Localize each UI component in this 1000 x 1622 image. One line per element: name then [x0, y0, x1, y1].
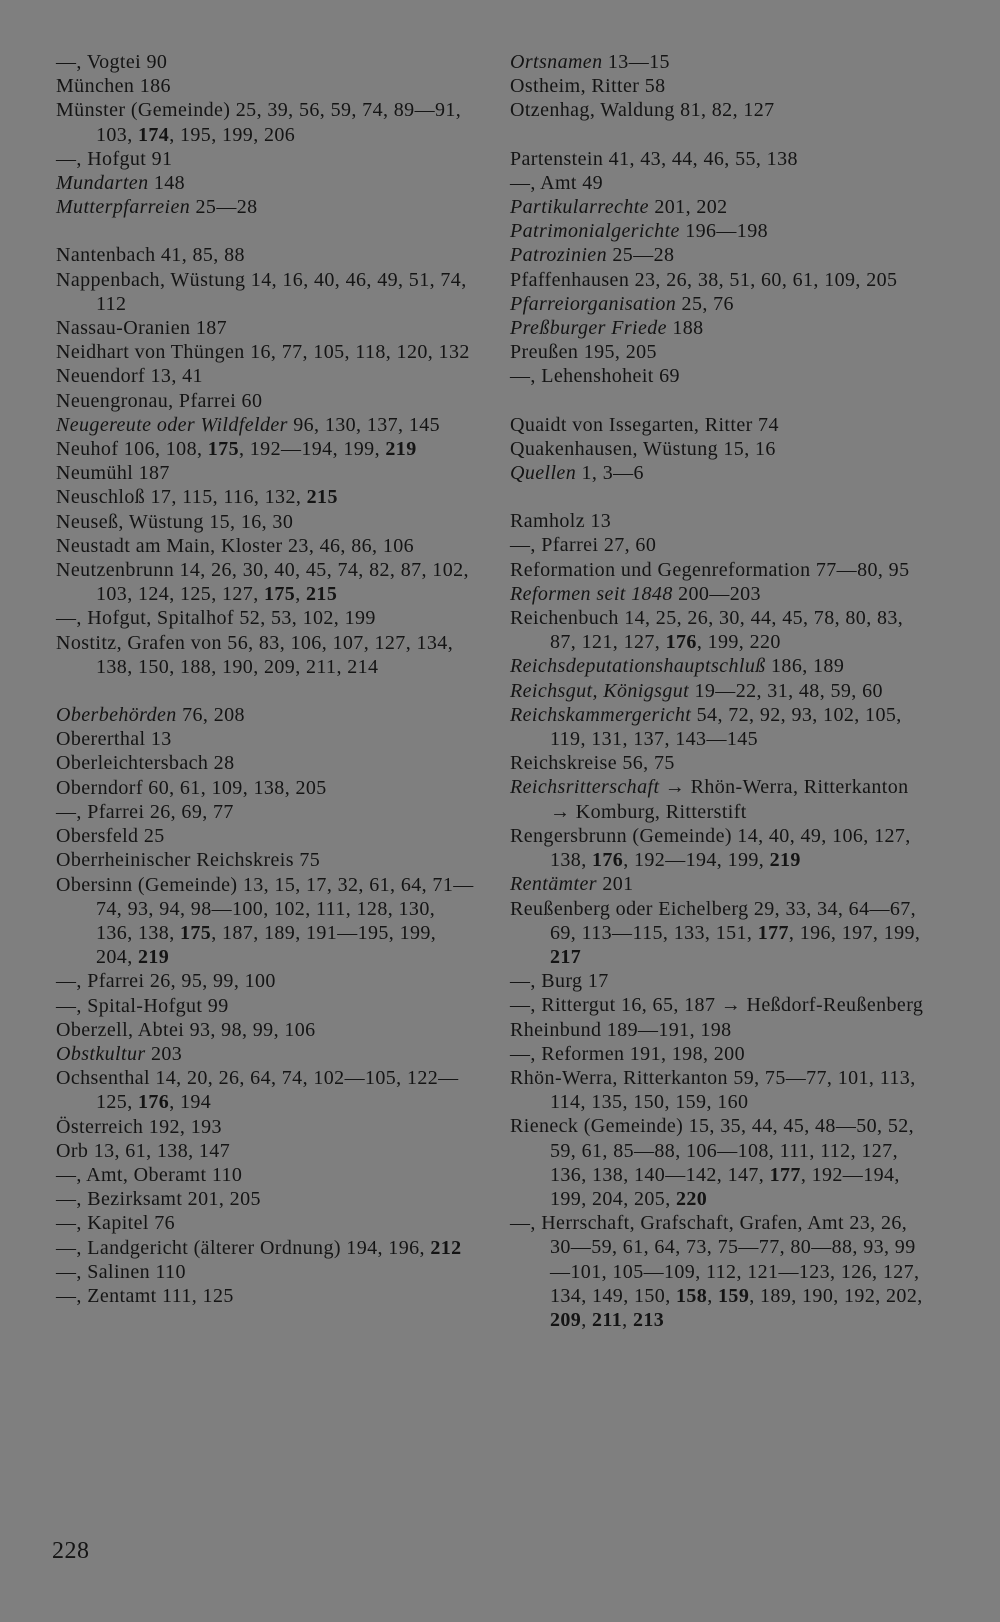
- entry-text: , 199, 220: [696, 631, 781, 654]
- index-entry: [510, 1018, 930, 1042]
- entry-text: Preußen 195, 205: [510, 341, 657, 364]
- index-entry: [56, 1260, 476, 1284]
- entry-text: , 194: [169, 1091, 212, 1114]
- italic-subject-term: Mutterpfarreien: [56, 196, 191, 219]
- index-entry: [510, 558, 930, 582]
- index-entry: [510, 993, 930, 1017]
- index-entry: [510, 1042, 930, 1066]
- index-entry: [510, 775, 930, 823]
- bold-page-ref: 176: [138, 1091, 170, 1114]
- entry-text: , 196, 197, 199,: [788, 921, 921, 944]
- index-entry: [510, 50, 930, 74]
- entry-text: —, Zentamt 111, 125: [56, 1284, 234, 1307]
- index-entry: [56, 74, 476, 98]
- index-entry: [510, 533, 930, 557]
- bold-page-ref: 213: [632, 1308, 665, 1331]
- index-entry: [510, 461, 930, 485]
- entry-text: Nostitz, Grafen von 56, 83, 106, 107, 127, 134, 138, 150, 188, 190, 209, 211, 214: [56, 631, 454, 678]
- entry-text: Münster (Gemeinde) 25, 39, 56, 59, 74, 89—91, 103,: [56, 99, 462, 146]
- entry-text: Rhön-Werra, Ritterkanton 59, 75—77, 101, 113, 114, 135, 150, 159, 160: [510, 1066, 916, 1114]
- entry-text: Österreich 192, 193: [56, 1115, 222, 1138]
- bold-page-ref: 215: [306, 486, 338, 509]
- italic-subject-term: Ortsnamen: [510, 51, 603, 73]
- entry-text: Oberzell, Abtei 93, 98, 99, 106: [56, 1018, 316, 1041]
- index-entry: [56, 147, 476, 171]
- entry-text: 203: [145, 1042, 183, 1065]
- index-entry: [56, 195, 476, 219]
- entry-text: ,: [581, 1308, 593, 1331]
- index-entry: [56, 727, 476, 751]
- index-entry: [56, 606, 476, 630]
- entry-text: Nappenbach, Wüstung 14, 16, 40, 46, 49, 51, 74, 112: [56, 268, 467, 315]
- italic-subject-term: Quellen: [510, 462, 577, 485]
- entry-text: —, Bezirksamt 201, 205: [56, 1188, 261, 1211]
- index-entry: [56, 873, 476, 970]
- index-entry: [510, 1066, 930, 1114]
- bold-page-ref: 174: [138, 123, 170, 146]
- bold-page-ref: 175: [207, 438, 239, 461]
- index-entry: [56, 1139, 476, 1163]
- index-entry: [56, 413, 476, 437]
- entry-text: Reformation und Gegenreformation 77—80, 95: [510, 558, 910, 581]
- entry-text: Neuschloß 17, 115, 116, 132,: [56, 486, 307, 509]
- entry-text: Oberndorf 60, 61, 109, 138, 205: [56, 776, 327, 799]
- entry-text: Quaidt von Issegarten, Ritter 74: [510, 413, 779, 436]
- entry-text: 201: [596, 873, 634, 896]
- index-entry: [56, 1211, 476, 1235]
- entry-text: 25—28: [607, 244, 675, 267]
- entry-text: Quakenhausen, Wüstung 15, 16: [510, 437, 776, 460]
- entry-text: 96, 130, 137, 145: [287, 413, 441, 436]
- entry-text: —, Landgericht (älterer Ordnung) 194, 196,: [56, 1236, 431, 1259]
- entry-text: Neumühl 187: [56, 462, 170, 485]
- index-entry: [510, 703, 930, 751]
- index-entry: [56, 1163, 476, 1187]
- entry-text: , 195, 199, 206: [169, 123, 296, 146]
- entry-text: —, Amt 49: [510, 171, 604, 194]
- index-column-left: [56, 50, 476, 1308]
- entry-text: 25, 76: [676, 292, 734, 315]
- index-entry: [510, 509, 930, 533]
- index-entry: [56, 751, 476, 775]
- entry-text: Oberleichtersbach 28: [56, 752, 235, 775]
- italic-subject-term: Oberbehörden: [56, 704, 177, 727]
- bold-page-ref: 219: [385, 438, 417, 461]
- index-entry: [56, 1042, 476, 1066]
- index-entry: [510, 243, 930, 267]
- index-entry: [510, 98, 930, 122]
- entry-text: Pfaffenhausen 23, 26, 38, 51, 60, 61, 109, 205: [510, 268, 898, 291]
- index-entry: [510, 171, 930, 195]
- index-entry: [56, 98, 476, 146]
- bold-page-ref: 175: [180, 921, 212, 944]
- bold-page-ref: 209: [550, 1308, 582, 1331]
- index-entry: [510, 340, 930, 364]
- bold-page-ref: 212: [430, 1236, 462, 1259]
- index-entry: [56, 1187, 476, 1211]
- index-entry: [56, 364, 476, 388]
- index-entry: [56, 824, 476, 848]
- italic-subject-term: Patrimonialgerichte: [510, 220, 680, 243]
- italic-subject-term: Neugereute oder Wildfelder: [56, 413, 288, 436]
- index-entry: [56, 631, 476, 679]
- bold-page-ref: 159: [718, 1284, 750, 1307]
- index-entry: [56, 848, 476, 872]
- index-entry: [56, 994, 476, 1018]
- bold-page-ref: 175: [264, 583, 296, 606]
- index-entry: [56, 1115, 476, 1139]
- italic-subject-term: Rentämter: [510, 873, 597, 896]
- entry-text: —, Salinen 110: [56, 1260, 186, 1283]
- entry-text: Reußenberg oder Eichelberg 29, 33, 34, 64—67, 69, 113—115, 133, 151,: [510, 897, 917, 944]
- italic-subject-term: Obstkultur: [56, 1042, 146, 1065]
- entry-text: —, Reformen 191, 198, 200: [510, 1042, 745, 1065]
- bold-page-ref: 215: [306, 583, 338, 606]
- entry-text: , 192—194, 199, 204, 205,: [550, 1163, 900, 1210]
- index-entry: [510, 897, 930, 970]
- index-entry: [56, 461, 476, 485]
- entry-text: 201, 202: [648, 196, 728, 219]
- entry-text: 13—15: [602, 51, 670, 73]
- entry-text: Nantenbach 41, 85, 88: [56, 244, 245, 267]
- entry-text: —, Spital-Hofgut 99: [56, 994, 229, 1017]
- index-entry: [56, 316, 476, 340]
- index-entry: [56, 703, 476, 727]
- index-entry: [510, 679, 930, 703]
- italic-subject-term: Partikularrechte: [510, 196, 649, 219]
- bold-page-ref: 219: [138, 946, 170, 969]
- index-entry: [510, 268, 930, 292]
- entry-text: Neuseß, Wüstung 15, 16, 30: [56, 510, 294, 533]
- entry-text: Partenstein 41, 43, 44, 46, 55, 138: [510, 147, 798, 170]
- index-entry: [510, 147, 930, 171]
- entry-text: Ochsenthal 14, 20, 26, 64, 74, 102—105, 122—125,: [56, 1067, 459, 1114]
- italic-subject-term: Preßburger Friede: [510, 317, 667, 340]
- entry-text: 186, 189: [765, 655, 845, 678]
- italic-subject-term: Reformen seit 1848: [510, 582, 673, 605]
- index-entry: [56, 1066, 476, 1114]
- index-entry: [56, 268, 476, 316]
- index-entry: [510, 437, 930, 461]
- index-entry: [510, 219, 930, 243]
- entry-text: Neutzenbrunn 14, 26, 30, 40, 45, 74, 82, 87, 102, 103, 124, 125, 127,: [56, 559, 469, 606]
- index-entry: [56, 1284, 476, 1308]
- entry-text: Orb 13, 61, 138, 147: [56, 1139, 231, 1162]
- entry-text: —, Hofgut, Spitalhof 52, 53, 102, 199: [56, 607, 376, 630]
- index-entry: [510, 969, 930, 993]
- entry-text: Oberrheinischer Reichskreis 75: [56, 849, 321, 872]
- entry-text: Neuendorf 13, 41: [56, 365, 203, 388]
- italic-subject-term: Reichsdeputationshauptschluß: [510, 655, 766, 678]
- entry-text: Neidhart von Thüngen 16, 77, 105, 118, 120, 132: [56, 341, 470, 364]
- entry-text: —, Rittergut 16, 65, 187 → Heßdorf-Reußenberg: [510, 994, 924, 1017]
- entry-text: 196—198: [679, 220, 769, 243]
- entry-text: , 187, 189, 191—195, 199, 204,: [96, 921, 437, 969]
- entry-text: 76, 208: [176, 704, 245, 727]
- entry-text: —, Kapitel 76: [56, 1212, 176, 1235]
- entry-text: —, Pfarrei 26, 95, 99, 100: [56, 970, 276, 993]
- entry-text: —, Amt, Oberamt 110: [56, 1163, 243, 1186]
- entry-text: 19—22, 31, 48, 59, 60: [689, 679, 883, 702]
- entry-text: , 192—194, 199,: [623, 849, 770, 872]
- entry-text: —, Lehenshoheit 69: [510, 365, 680, 388]
- index-entry: [56, 1018, 476, 1042]
- entry-text: 54, 72, 92, 93, 102, 105, 119, 131, 137, 143—145: [550, 703, 902, 751]
- bold-page-ref: 176: [665, 631, 697, 654]
- index-entry: [56, 969, 476, 993]
- index-entry: [56, 485, 476, 509]
- entry-text: , 192—194, 199,: [238, 438, 386, 461]
- entry-text: München 186: [56, 75, 171, 98]
- entry-text: Reichenbuch 14, 25, 26, 30, 44, 45, 78, 80, 83, 87, 121, 127,: [510, 607, 904, 654]
- index-entry: [56, 171, 476, 195]
- index-entry: [56, 1236, 476, 1260]
- italic-subject-term: Reichsritterschaft: [510, 776, 660, 799]
- entry-text: Obererthal 13: [56, 728, 172, 751]
- italic-subject-term: Reichsgut, Königsgut: [510, 679, 690, 702]
- entry-text: —, Pfarrei 27, 60: [510, 534, 657, 557]
- entry-text: Reichskreise 56, 75: [510, 752, 675, 775]
- bold-page-ref: 217: [550, 945, 582, 968]
- italic-subject-term: Pfarreiorganisation: [510, 292, 677, 315]
- bold-page-ref: 177: [769, 1163, 801, 1186]
- italic-subject-term: Reichskammergericht: [510, 703, 692, 726]
- bold-page-ref: 177: [757, 921, 789, 944]
- index-entry: [510, 316, 930, 340]
- index-entry: [56, 800, 476, 824]
- italic-subject-term: Mundarten: [56, 172, 149, 195]
- index-entry: [510, 654, 930, 678]
- index-entry: [56, 558, 476, 606]
- index-entry: [510, 195, 930, 219]
- entry-text: Obersfeld 25: [56, 825, 165, 848]
- entry-text: Otzenhag, Waldung 81, 82, 127: [510, 99, 775, 122]
- index-entry: [510, 74, 930, 98]
- bold-page-ref: 176: [592, 849, 624, 872]
- entry-text: Ostheim, Ritter 58: [510, 75, 666, 98]
- entry-text: → Rhön-Werra, Ritterkanton → Komburg, Ritterstift: [550, 776, 909, 823]
- entry-text: ,: [295, 583, 307, 606]
- entry-text: —, Burg 17: [510, 970, 609, 993]
- index-entry: [510, 413, 930, 437]
- entry-text: Neustadt am Main, Kloster 23, 46, 86, 106: [56, 534, 415, 557]
- entry-text: ,: [707, 1284, 719, 1307]
- index-entry: [510, 582, 930, 606]
- index-entry: [510, 1114, 930, 1211]
- page-number: 228: [52, 1538, 90, 1564]
- entry-text: Rengersbrunn (Gemeinde) 14, 40, 49, 106, 127, 138,: [510, 824, 911, 872]
- entry-text: —, Vogtei 90: [56, 51, 168, 73]
- index-entry: [510, 364, 930, 388]
- entry-text: Rheinbund 189—191, 198: [510, 1018, 732, 1041]
- index-entry: [56, 340, 476, 364]
- index-entry: [56, 534, 476, 558]
- entry-text: Rieneck (Gemeinde) 15, 35, 44, 45, 48—50, 52, 59, 61, 85—88, 106—108, 111, 112, 127, 136, 138, 140—142, 147,: [510, 1115, 915, 1186]
- bold-page-ref: 220: [676, 1187, 708, 1210]
- entry-text: Neuengronau, Pfarrei 60: [56, 389, 263, 412]
- index-entry: [510, 751, 930, 775]
- entry-text: —, Pfarrei 26, 69, 77: [56, 800, 234, 823]
- index-entry: [510, 1211, 930, 1332]
- index-entry: [510, 292, 930, 316]
- index-entry: [56, 243, 476, 267]
- entry-text: ,: [622, 1308, 633, 1331]
- index-entry: [56, 510, 476, 534]
- index-entry: [510, 606, 930, 654]
- entry-text: Ramholz 13: [510, 510, 612, 533]
- entry-text: 25—28: [190, 196, 258, 219]
- bold-page-ref: 158: [676, 1284, 708, 1307]
- entry-text: , 189, 190, 192, 202,: [749, 1284, 923, 1307]
- italic-subject-term: Patrozinien: [510, 244, 607, 267]
- entry-text: Nassau-Oranien 187: [56, 317, 228, 340]
- entry-text: Obersinn (Gemeinde) 13, 15, 17, 32, 61, 64, 71—74, 93, 94, 98—100, 102, 111, 128, 130, 136, 138,: [56, 873, 474, 944]
- index-entry: [56, 437, 476, 461]
- index-entry: [56, 389, 476, 413]
- entry-text: 148: [148, 172, 186, 195]
- bold-page-ref: 211: [592, 1308, 623, 1331]
- index-entry: [510, 824, 930, 872]
- index-entry: [56, 776, 476, 800]
- entry-text: 188: [666, 317, 704, 340]
- bold-page-ref: 219: [769, 849, 801, 872]
- index-entry: [56, 50, 476, 74]
- entry-text: Neuhof 106, 108,: [56, 438, 208, 461]
- entry-text: 200—203: [672, 582, 761, 605]
- index-column-right: [510, 50, 930, 1332]
- entry-text: —, Herrschaft, Grafschaft, Grafen, Amt 23, 26, 30—59, 61, 64, 73, 75—77, 80—88, 93, 99—101, 105—109, 112, 121—123, 126, 127, 134, 149, 150,: [510, 1212, 920, 1307]
- index-entry: [510, 872, 930, 896]
- entry-text: —, Hofgut 91: [56, 147, 173, 170]
- entry-text: 1, 3—6: [576, 462, 644, 485]
